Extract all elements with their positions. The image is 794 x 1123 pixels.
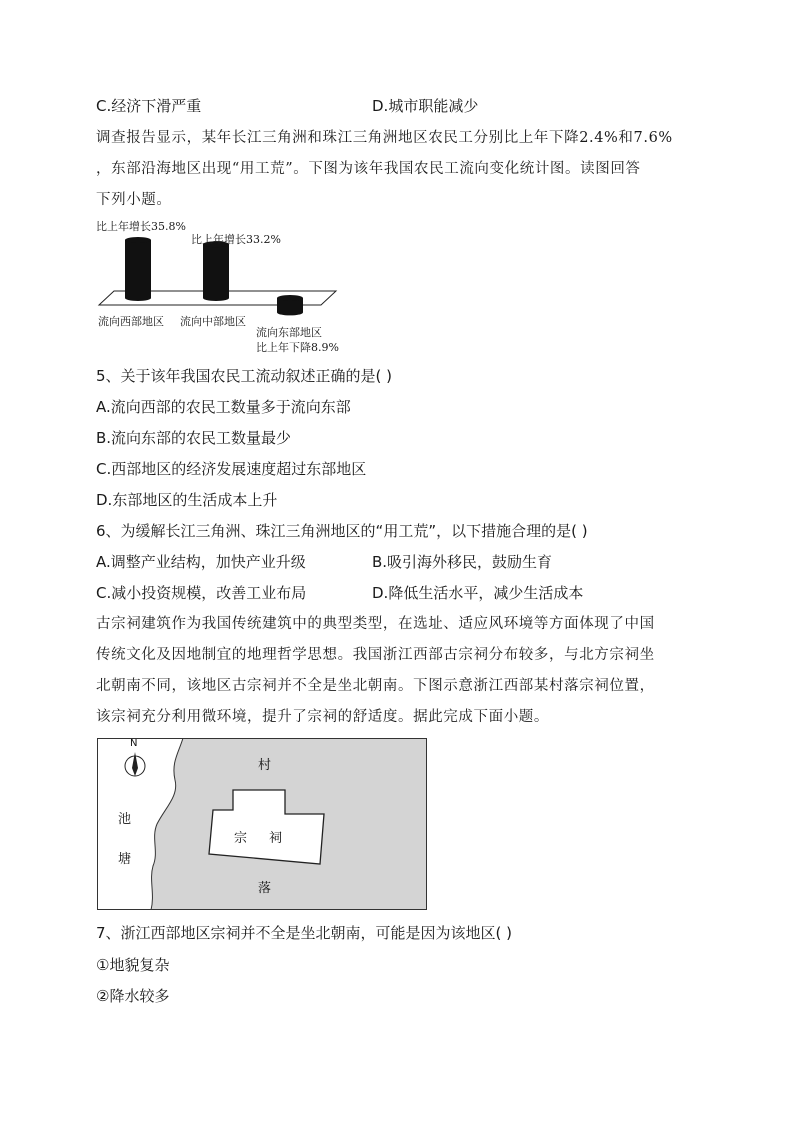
q5-option-d: D.东部地区的生活成本上升 — [96, 491, 278, 509]
q7-option-1: ①地貌复杂 — [96, 956, 170, 974]
q7-stem: 7、浙江西部地区宗祠并不全是坐北朝南，可能是因为该地区( ) — [96, 924, 513, 942]
q6-option-a: A.调整产业结构，加快产业升级 — [96, 553, 306, 571]
intro1-line-2: ，东部沿海地区出现“用工荒”。下图为该年我国农民工流向变化统计图。读图回答 — [96, 161, 641, 177]
migration-chart — [94, 218, 354, 358]
pond-label-2: 塘 — [118, 852, 132, 867]
intro1-line-3: 下列小题。 — [96, 192, 172, 208]
village-label-2: 落 — [258, 881, 272, 896]
pond-label-1: 池 — [118, 812, 132, 827]
intro1-line-1: 调查报告显示，某年长江三角洲和珠江三角洲地区农民工分别比上年下降2.4%和7.6% — [96, 130, 673, 146]
category-label-west: 流向西部地区 — [98, 315, 164, 328]
data-label-west: 比上年增长35.8% — [96, 220, 186, 233]
q5-stem: 5、关于该年我国农民工流动叙述正确的是( ) — [96, 367, 393, 385]
q5-option-a: A.流向西部的农民工数量多于流向东部 — [96, 398, 351, 416]
q7-option-2: ②降水较多 — [96, 987, 170, 1005]
village-label-1: 村 — [258, 758, 272, 773]
north-label: N — [130, 738, 138, 749]
data-label-east: 比上年下降8.9% — [256, 341, 339, 354]
q4-option-c: C.经济下滑严重 — [96, 97, 202, 115]
intro2-line-4: 该宗祠充分利用微环境，提升了宗祠的舒适度。据此完成下面小题。 — [96, 709, 549, 725]
intro2-line-3: 北朝南不同，该地区古宗祠并不全是坐北朝南。下图示意浙江西部某村落宗祠位置， — [96, 678, 655, 694]
temple-label-1: 宗 — [234, 831, 248, 846]
q6-stem: 6、为缓解长江三角洲、珠江三角洲地区的“用工荒”，以下措施合理的是( ) — [96, 522, 588, 540]
q5-option-c: C.西部地区的经济发展速度超过东部地区 — [96, 460, 367, 478]
q6-option-b: B.吸引海外移民，鼓励生育 — [372, 553, 553, 571]
q5-option-b: B.流向东部的农民工数量最少 — [96, 429, 292, 447]
data-label-central: 比上年增长33.2% — [191, 233, 281, 246]
q4-option-d: D.城市职能减少 — [372, 97, 479, 115]
intro2-line-2: 传统文化及因地制宜的地理哲学思想。我国浙江西部古宗祠分布较多，与北方宗祠坐 — [96, 647, 655, 663]
intro2-line-1: 古宗祠建筑作为我国传统建筑中的典型类型，在选址、适应风环境等方面体现了中国 — [96, 616, 655, 632]
category-label-east: 流向东部地区 — [256, 326, 322, 339]
q6-option-c: C.减小投资规模，改善工业布局 — [96, 584, 307, 602]
category-label-central: 流向中部地区 — [180, 315, 246, 328]
q6-option-d: D.降低生活水平，减少生活成本 — [372, 584, 584, 602]
temple-location-map — [97, 738, 427, 910]
bar-east — [277, 295, 303, 315]
temple-label-2: 祠 — [269, 831, 283, 846]
bar-central — [203, 241, 229, 301]
bar-west — [125, 237, 151, 301]
